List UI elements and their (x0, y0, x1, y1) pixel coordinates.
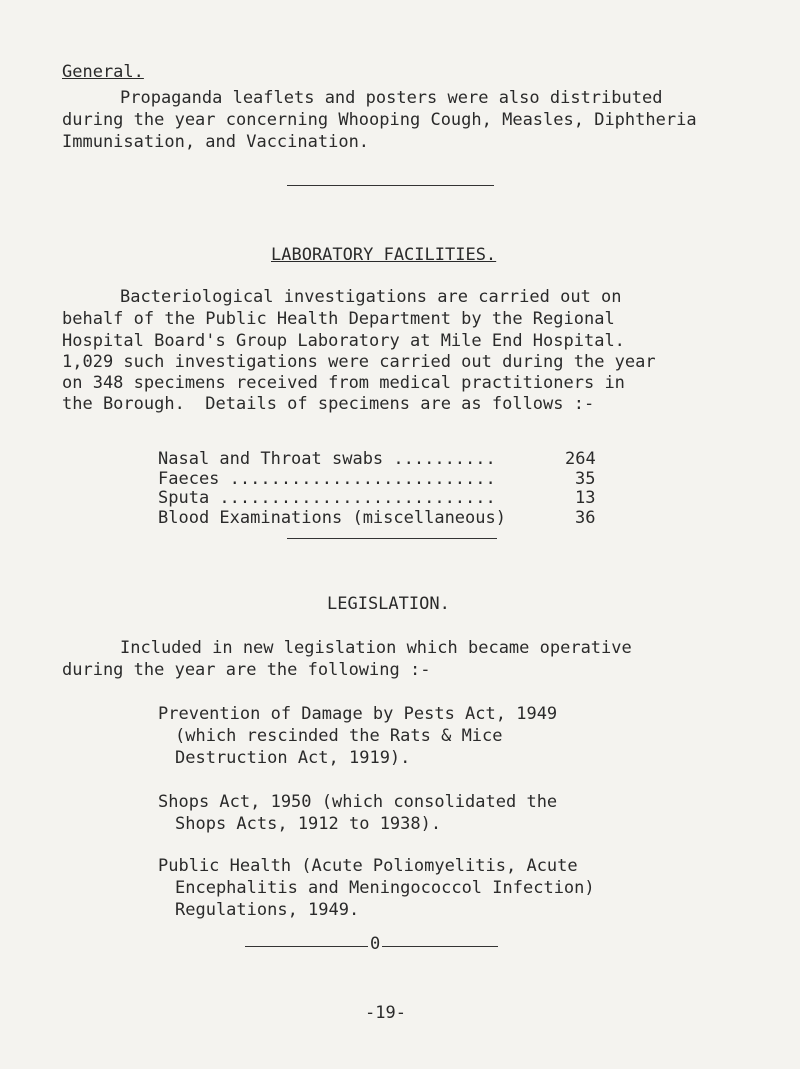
legislation-item-1-line-1: Prevention of Damage by Pests Act, 1949 (158, 704, 558, 724)
specimen-value: 36 (575, 508, 596, 528)
general-line-2: during the year concerning Whooping Cough, Measles, Diphtheria (62, 110, 697, 130)
lab-line-4: 1,029 such investigations were carried out during the year (62, 352, 656, 372)
specimen-label: Faeces .......................... (158, 469, 496, 489)
legislation-item-3-line-3: Regulations, 1949. (175, 900, 360, 920)
legislation-intro-2: during the year are the following :- (62, 660, 431, 680)
general-line-3: Immunisation, and Vaccination. (62, 132, 370, 152)
legislation-item-2-line-2: Shops Acts, 1912 to 1938). (175, 814, 442, 834)
page-number: -19- (365, 1003, 406, 1023)
end-rule-left (245, 946, 368, 947)
general-line-1: Propaganda leaflets and posters were also distributed (120, 88, 663, 108)
legislation-item-1-line-3: Destruction Act, 1919). (175, 748, 411, 768)
specimen-value: 264 (565, 449, 596, 469)
end-rule-right (382, 946, 498, 947)
legislation-item-1-line-2: (which rescinded the Rats & Mice (175, 726, 503, 746)
legislation-item-2-line-1: Shops Act, 1950 (which consolidated the (158, 792, 558, 812)
lab-line-3: Hospital Board's Group Laboratory at Mile End Hospital. (62, 331, 625, 351)
legislation-item-3-line-2: Encephalitis and Meningococcol Infection) (175, 878, 595, 898)
section-divider (287, 185, 494, 186)
specimen-label: Blood Examinations (miscellaneous) (158, 508, 506, 528)
general-heading: General. (62, 62, 144, 82)
specimen-value: 35 (575, 469, 596, 489)
end-mark: 0 (370, 934, 381, 954)
lab-line-2: behalf of the Public Health Department by the Regional (62, 309, 615, 329)
section-divider (287, 538, 497, 539)
laboratory-heading: LABORATORY FACILITIES. (271, 245, 497, 265)
legislation-heading: LEGISLATION. (327, 594, 450, 614)
specimen-label: Nasal and Throat swabs .......... (158, 449, 496, 469)
lab-line-1: Bacteriological investigations are carried out on (120, 287, 622, 307)
lab-line-5: on 348 specimens received from medical practitioners in (62, 373, 625, 393)
specimen-label: Sputa ........................... (158, 488, 496, 508)
legislation-intro-1: Included in new legislation which became operative (120, 638, 632, 658)
specimen-value: 13 (575, 488, 596, 508)
lab-line-6: the Borough. Details of specimens are as follows :- (62, 394, 595, 414)
legislation-item-3-line-1: Public Health (Acute Poliomyelitis, Acute (158, 856, 578, 876)
